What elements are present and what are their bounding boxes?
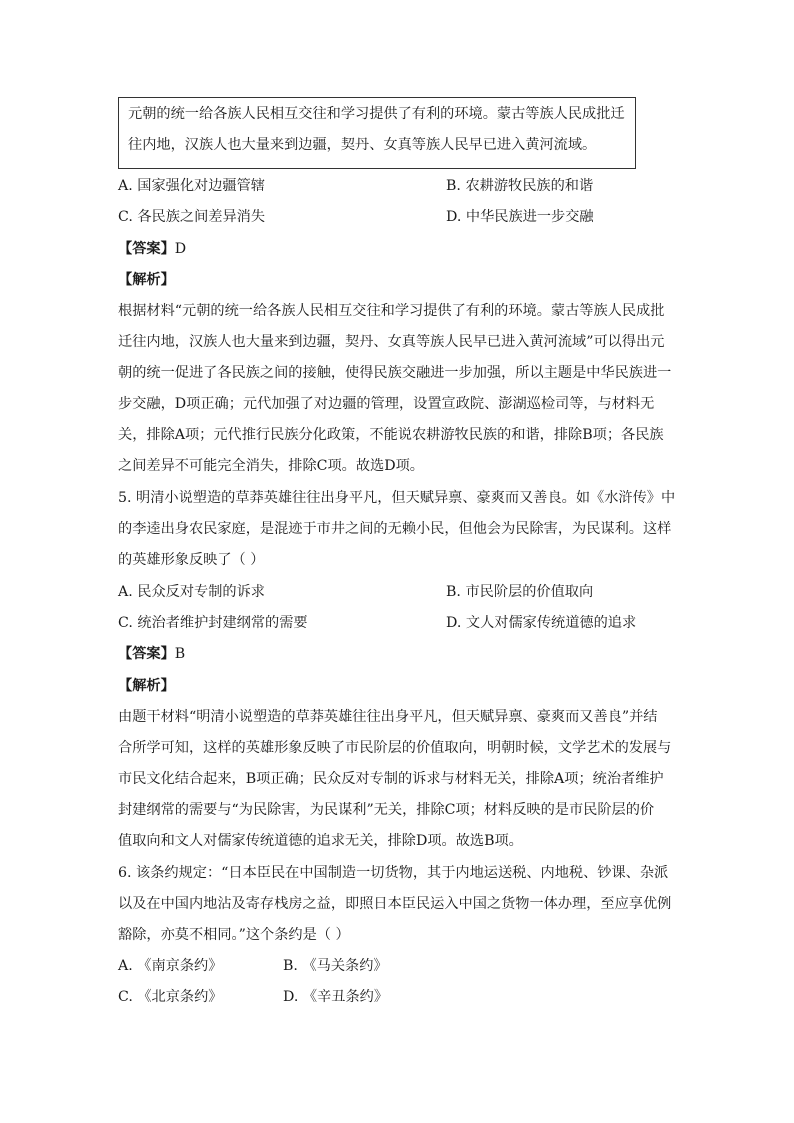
- material-line-1: 元朝的统一给各族人民相互交往和学习提供了有利的环境。蒙古等族人民成批迁: [128, 106, 625, 122]
- q5-analysis-label: 【解析】: [118, 678, 175, 694]
- q6-option-b: B. 《马关条约》: [283, 958, 388, 974]
- q4-option-b: B. 农耕游牧民族的和谐: [446, 178, 594, 194]
- q6-stem-line-1: 6. 该条约规定：“日本臣民在中国制造一切货物，其于内地运送税、内地税、钞课、杂派: [118, 865, 669, 881]
- q6-stem-line-2: 以及在中国内地沾及寄存栈房之益，即照日本臣民运入中国之货物一体办理，至应享优例: [118, 896, 672, 912]
- q5-stem-line-3: 的英雄形象反映了（ ）: [118, 552, 265, 568]
- q5-analysis-line-5: 值取向和文人对儒家传统道德的追求无关，排除D项。故选B项。: [118, 833, 523, 849]
- q4-analysis-line-6: 之间差异不可能完全消失，排除C项。故选D项。: [118, 458, 424, 474]
- answer-value: D: [174, 241, 187, 257]
- q6-option-c: C. 《北京条约》: [118, 989, 223, 1005]
- q4-analysis-line-5: 关，排除A项；元代推行民族分化政策，不能说农耕游牧民族的和谐，排除B项；各民族: [118, 427, 664, 443]
- q4-option-a: A. 国家强化对边疆管辖: [118, 178, 265, 194]
- q5-analysis-line-1: 由题干材料“明清小说塑造的草莽英雄往往出身平凡，但天赋异禀、豪爽而又善良”并结: [118, 709, 658, 725]
- q5-option-d: D. 文人对儒家传统道德的追求: [446, 615, 637, 631]
- answer-value: B: [174, 646, 186, 662]
- q6-option-a: A. 《南京条约》: [118, 958, 223, 974]
- q4-option-c: C. 各民族之间差异消失: [118, 209, 266, 225]
- q5-answer: [118, 644, 185, 664]
- q4-analysis-line-2: 迁往内地，汉族人也大量来到边疆，契丹、女真等族人民早已进入黄河流域”可以得出元: [118, 334, 665, 350]
- material-box: [118, 97, 636, 169]
- q5-analysis-line-4: 封建纲常的需要与“为民除害，为民谋利”无关，排除C项；材料反映的是市民阶层的价: [118, 802, 655, 818]
- material-line-2: 往内地，汉族人也大量来到边疆，契丹、女真等族人民早已进入黄河流域。: [128, 137, 597, 153]
- q4-analysis-label: 【解析】: [118, 272, 175, 288]
- q4-analysis-line-3: 朝的统一促进了各民族之间的接触，使得民族交融进一步加强，所以主题是中华民族进一: [118, 365, 672, 381]
- q5-stem-line-1: 5. 明清小说塑造的草莽英雄往往出身平凡，但天赋异禀、豪爽而又善良。如《水浒传》中: [118, 490, 676, 506]
- answer-label: 【答案】: [118, 241, 175, 257]
- q5-option-b: B. 市民阶层的价值取向: [446, 584, 594, 600]
- q6-option-d: D. 《辛丑条约》: [283, 989, 389, 1005]
- q6-stem-line-3: 豁除，亦莫不相同。”这个条约是（ ）: [118, 927, 350, 943]
- q5-stem-line-2: 的李逵出身农民家庭，是混迹于市井之间的无赖小民，但他会为民除害，为民谋利。这样: [118, 521, 672, 537]
- q4-analysis-line-1: 根据材料“元朝的统一给各族人民相互交往和学习提供了有利的环境。蒙古等族人民成批: [118, 303, 665, 319]
- q4-answer: [118, 239, 186, 259]
- q5-option-c: C. 统治者维护封建纲常的需要: [118, 615, 308, 631]
- answer-label: 【答案】: [118, 646, 175, 662]
- q4-analysis-line-4: 步交融，D项正确；元代加强了对边疆的管理，设置宣政院、澎湖巡检司等，与材料无: [118, 396, 655, 412]
- q5-analysis-line-3: 市民文化结合起来，B项正确；民众反对专制的诉求与材料无关，排除A项；统治者维护: [118, 771, 664, 787]
- q5-analysis-line-2: 合所学可知，这样的英雄形象反映了市民阶层的价值取向，明朝时候，文学艺术的发展与: [118, 740, 672, 756]
- q4-option-d: D. 中华民族进一步交融: [446, 209, 594, 225]
- q5-option-a: A. 民众反对专制的诉求: [118, 584, 265, 600]
